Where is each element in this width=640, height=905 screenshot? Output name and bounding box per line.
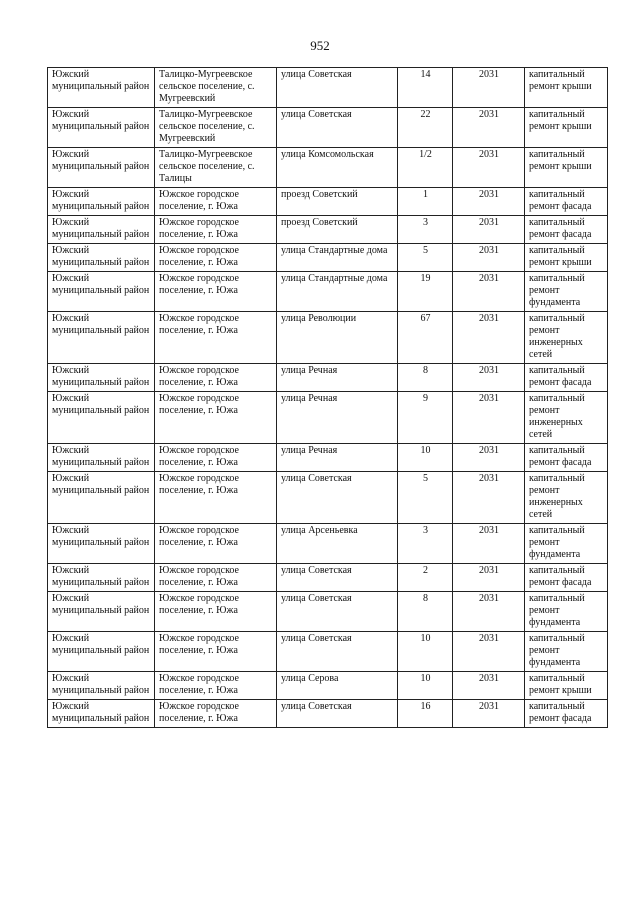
district-cell: Южский муниципальный район xyxy=(48,700,155,728)
house-number-cell: 5 xyxy=(398,244,453,272)
year-cell: 2031 xyxy=(453,592,525,632)
work-type-cell: капитальный ремонт фасада xyxy=(525,700,608,728)
year-cell: 2031 xyxy=(453,472,525,524)
settlement-cell: Южское городское поселение, г. Южа xyxy=(155,472,277,524)
year-cell: 2031 xyxy=(453,148,525,188)
year-cell: 2031 xyxy=(453,216,525,244)
settlement-cell: Южское городское поселение, г. Южа xyxy=(155,392,277,444)
year-cell: 2031 xyxy=(453,700,525,728)
street-cell: улица Советская xyxy=(277,108,398,148)
district-cell: Южский муниципальный район xyxy=(48,672,155,700)
table-body xyxy=(48,68,608,728)
district-cell: Южский муниципальный район xyxy=(48,444,155,472)
settlement-cell: Талицко-Мугреевское сельское поселение, с. Талицы xyxy=(155,148,277,188)
table-row xyxy=(48,672,608,700)
table-row xyxy=(48,444,608,472)
street-cell: улица Речная xyxy=(277,444,398,472)
street-cell: проезд Советский xyxy=(277,216,398,244)
settlement-cell: Южское городское поселение, г. Южа xyxy=(155,564,277,592)
table-row xyxy=(48,632,608,672)
house-number-cell: 3 xyxy=(398,524,453,564)
settlement-cell: Южское городское поселение, г. Южа xyxy=(155,188,277,216)
street-cell: улица Советская xyxy=(277,592,398,632)
year-cell: 2031 xyxy=(453,364,525,392)
district-cell: Южский муниципальный район xyxy=(48,392,155,444)
district-cell: Южский муниципальный район xyxy=(48,632,155,672)
year-cell: 2031 xyxy=(453,444,525,472)
table-row xyxy=(48,244,608,272)
district-cell: Южский муниципальный район xyxy=(48,108,155,148)
district-cell: Южский муниципальный район xyxy=(48,148,155,188)
street-cell: улица Стандартные дома xyxy=(277,272,398,312)
year-cell: 2031 xyxy=(453,524,525,564)
settlement-cell: Южское городское поселение, г. Южа xyxy=(155,312,277,364)
street-cell: улица Советская xyxy=(277,632,398,672)
house-number-cell: 22 xyxy=(398,108,453,148)
work-type-cell: капитальный ремонт фасада xyxy=(525,364,608,392)
house-number-cell: 10 xyxy=(398,632,453,672)
street-cell: проезд Советский xyxy=(277,188,398,216)
house-number-cell: 5 xyxy=(398,472,453,524)
district-cell: Южский муниципальный район xyxy=(48,524,155,564)
district-cell: Южский муниципальный район xyxy=(48,592,155,632)
house-number-cell: 1/2 xyxy=(398,148,453,188)
year-cell: 2031 xyxy=(453,244,525,272)
work-type-cell: капитальный ремонт фасада xyxy=(525,564,608,592)
settlement-cell: Талицко-Мугреевское сельское поселение, с. Мугреевский xyxy=(155,108,277,148)
house-number-cell: 3 xyxy=(398,216,453,244)
work-type-cell: капитальный ремонт фундамента xyxy=(525,524,608,564)
work-type-cell: капитальный ремонт фасада xyxy=(525,216,608,244)
work-type-cell: капитальный ремонт инженерных сетей xyxy=(525,392,608,444)
table-row xyxy=(48,564,608,592)
street-cell: улица Советская xyxy=(277,700,398,728)
work-type-cell: капитальный ремонт крыши xyxy=(525,148,608,188)
house-number-cell: 19 xyxy=(398,272,453,312)
settlement-cell: Южское городское поселение, г. Южа xyxy=(155,700,277,728)
year-cell: 2031 xyxy=(453,564,525,592)
table-row xyxy=(48,700,608,728)
district-cell: Южский муниципальный район xyxy=(48,272,155,312)
table-row xyxy=(48,524,608,564)
repair-schedule-table xyxy=(47,67,608,728)
house-number-cell: 8 xyxy=(398,592,453,632)
table-row xyxy=(48,216,608,244)
work-type-cell: капитальный ремонт фундамента xyxy=(525,592,608,632)
street-cell: улица Комсомольская xyxy=(277,148,398,188)
work-type-cell: капитальный ремонт крыши xyxy=(525,108,608,148)
table-row xyxy=(48,188,608,216)
district-cell: Южский муниципальный район xyxy=(48,564,155,592)
table-row xyxy=(48,592,608,632)
street-cell: улица Речная xyxy=(277,392,398,444)
work-type-cell: капитальный ремонт инженерных сетей xyxy=(525,312,608,364)
table-row xyxy=(48,312,608,364)
house-number-cell: 10 xyxy=(398,444,453,472)
street-cell: улица Советская xyxy=(277,472,398,524)
year-cell: 2031 xyxy=(453,188,525,216)
page-number: 952 xyxy=(310,38,330,53)
house-number-cell: 8 xyxy=(398,364,453,392)
district-cell: Южский муниципальный район xyxy=(48,216,155,244)
house-number-cell: 9 xyxy=(398,392,453,444)
year-cell: 2031 xyxy=(453,68,525,108)
work-type-cell: капитальный ремонт фундамента xyxy=(525,272,608,312)
year-cell: 2031 xyxy=(453,272,525,312)
house-number-cell: 10 xyxy=(398,672,453,700)
settlement-cell: Южское городское поселение, г. Южа xyxy=(155,632,277,672)
district-cell: Южский муниципальный район xyxy=(48,472,155,524)
year-cell: 2031 xyxy=(453,672,525,700)
table-row xyxy=(48,272,608,312)
street-cell: улица Серова xyxy=(277,672,398,700)
work-type-cell: капитальный ремонт фасада xyxy=(525,444,608,472)
settlement-cell: Южское городское поселение, г. Южа xyxy=(155,244,277,272)
house-number-cell: 14 xyxy=(398,68,453,108)
house-number-cell: 2 xyxy=(398,564,453,592)
settlement-cell: Южское городское поселение, г. Южа xyxy=(155,592,277,632)
house-number-cell: 1 xyxy=(398,188,453,216)
year-cell: 2031 xyxy=(453,392,525,444)
settlement-cell: Южское городское поселение, г. Южа xyxy=(155,272,277,312)
year-cell: 2031 xyxy=(453,632,525,672)
district-cell: Южский муниципальный район xyxy=(48,68,155,108)
work-type-cell: капитальный ремонт крыши xyxy=(525,672,608,700)
district-cell: Южский муниципальный район xyxy=(48,244,155,272)
table-row xyxy=(48,68,608,108)
street-cell: улица Речная xyxy=(277,364,398,392)
table-row xyxy=(48,148,608,188)
street-cell: улица Стандартные дома xyxy=(277,244,398,272)
work-type-cell: капитальный ремонт фундамента xyxy=(525,632,608,672)
year-cell: 2031 xyxy=(453,108,525,148)
table-row xyxy=(48,392,608,444)
work-type-cell: капитальный ремонт инженерных сетей xyxy=(525,472,608,524)
settlement-cell: Южское городское поселение, г. Южа xyxy=(155,364,277,392)
settlement-cell: Южское городское поселение, г. Южа xyxy=(155,672,277,700)
settlement-cell: Южское городское поселение, г. Южа xyxy=(155,524,277,564)
work-type-cell: капитальный ремонт фасада xyxy=(525,188,608,216)
year-cell: 2031 xyxy=(453,312,525,364)
table-row xyxy=(48,364,608,392)
settlement-cell: Талицко-Мугреевское сельское поселение, с. Мугреевский xyxy=(155,68,277,108)
house-number-cell: 16 xyxy=(398,700,453,728)
street-cell: улица Советская xyxy=(277,68,398,108)
work-type-cell: капитальный ремонт крыши xyxy=(525,244,608,272)
table-row xyxy=(48,472,608,524)
settlement-cell: Южское городское поселение, г. Южа xyxy=(155,444,277,472)
settlement-cell: Южское городское поселение, г. Южа xyxy=(155,216,277,244)
district-cell: Южский муниципальный район xyxy=(48,312,155,364)
district-cell: Южский муниципальный район xyxy=(48,364,155,392)
street-cell: улица Советская xyxy=(277,564,398,592)
district-cell: Южский муниципальный район xyxy=(48,188,155,216)
street-cell: улица Революции xyxy=(277,312,398,364)
house-number-cell: 67 xyxy=(398,312,453,364)
table-row xyxy=(48,108,608,148)
street-cell: улица Арсеньевка xyxy=(277,524,398,564)
work-type-cell: капитальный ремонт крыши xyxy=(525,68,608,108)
